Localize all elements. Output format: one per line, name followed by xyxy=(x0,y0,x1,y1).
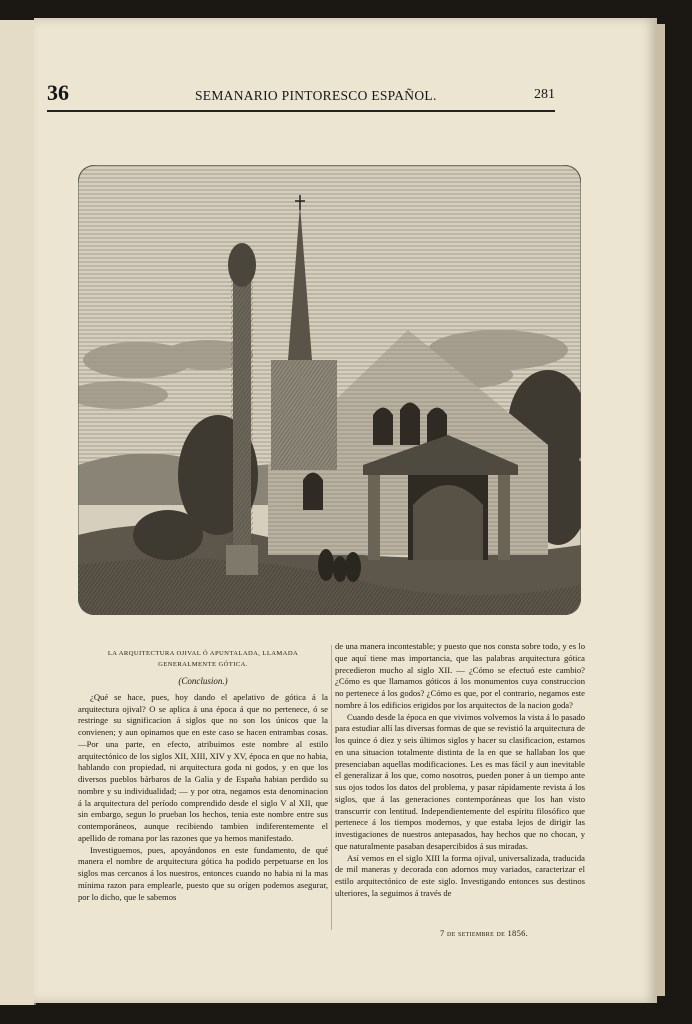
issue-number: 36 xyxy=(47,80,69,105)
church-engraving xyxy=(78,165,581,615)
previous-page-edge xyxy=(0,20,36,1005)
paragraph: Cuando desde la época en que vivimos volvemos la vista á lo pasado para estudiar allí las diversas formas de que se revistió la arquitectura de los quince ó diez y seis últimos siglos y hacer su clasificacion, estamos en una situacion totalmente distinta de la en que se hallaban los que presenciaban aquellas modificaciones. Les es mas fácil y aun inevitable el generalizar á los que, como nosotros, pueden poner á un tiempo ante sus ojos todos los datos del problema, y pasar rápidamente revista á los siglos, que á las generaciones contemporáneas que los han visto transcurrir con lentitud. Independientemente del espíritu filosófico que pertenece á los tiempos modernos, y que estaba lejos de dirigir las investigaciones de nuestros antepasados, hay hechos que no chocan, y que naturalmente pasaban desapercibidos á sus miradas. xyxy=(335,711,585,851)
paragraph: ¿Qué se hace, pues, hoy dando el apelativo de gótica á la arquitectura ojival? O se aplica á una época á que no pertenece, ó se restringe su significacion á siglos que no son los únicos que la convienen; y aun opinamos que en este caso se hacen entrambas cosas. —Por una parte, en efecto, atribuimos este nombre al estilo arquitectónico de los siglos XII, XIII, XIV y XV, época en que no habia, hablando con propiedad, ni arquitectura goda ni godos, y en que los diversos pueblos bárbaros de la Galia y de España habian perdido su nombre y su individualidad; — y por otra, negamos esta denominacion á la arquitectura del período comprendido desde el siglo V al XII, que sin embargo, segun lo prueban los hechos, tenia este nombre entre sus contemporáneos, aunque recibiendo tambien indiferentemente el apellido de romana por las razones que ya hemos manifestado. xyxy=(78,691,328,843)
paragraph: Investiguemos, pues, apoyándonos en este fundamento, de qué manera el nombre de arquitectura gótica ha podido perpetuarse en los siglos mas cercanos á los nuestros, entonces cuando no habia ni la mas mínima razon para emplearle, puesto que su orígen podemos asegurar, por lo dicho, que le sabemos xyxy=(78,844,328,902)
article-subtitle: (Conclusion.) xyxy=(178,676,228,686)
page-stack-edge xyxy=(657,24,665,996)
paragraph: Así vemos en el siglo XIII la forma ojival, universalizada, traducida de mil maneras y decorada con adornos muy variados, caracterizar el estilo arquitectónico de este siglo. Investigando entonces sus destinos ulteriores, la seguimos á través de xyxy=(335,852,585,898)
column-divider xyxy=(331,645,332,930)
article-heading: LA ARQUITECTURA OJIVAL Ó APUNTALADA, LLAMADA GENERALMENTE GÓTICA. xyxy=(107,650,299,668)
text-column-left xyxy=(78,648,328,938)
page-number: 281 xyxy=(534,87,555,102)
issue-date: 7 de setiembre de 1856. xyxy=(440,928,529,938)
text-column-right xyxy=(335,641,585,931)
page-header xyxy=(47,80,555,112)
journal-title: SEMANARIO PINTORESCO ESPAÑOL. xyxy=(195,88,437,103)
paragraph: de una manera incontestable; y puesto que nos consta sobre todo, y es lo que aquí tiene mas importancia, que las palabras arquitectura gótica precedieron mucho al siglo XII. — ¿Cómo se efectuó este cambio? ¿Cómo es que llamamos góticos á los monumentos cuya construccion no pertenece á los godos? ¿Cómo es que, por el contrario, negamos este nombre á los edificios erigidos por los arquitectos de la nacion goda? xyxy=(335,641,585,710)
